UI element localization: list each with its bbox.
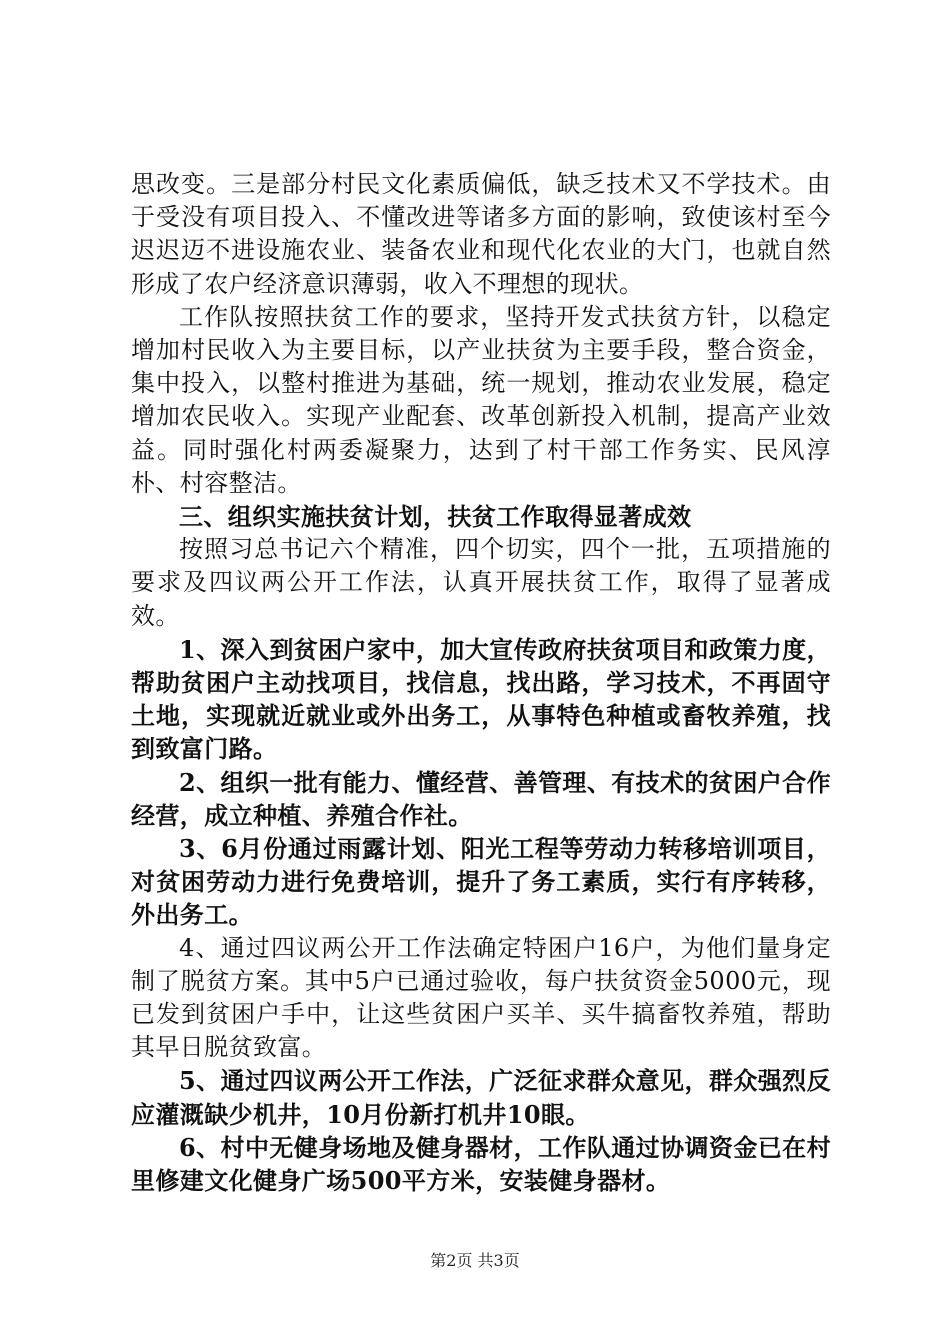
paragraph-continuation: 思改变。三是部分村民文化素质偏低，缺乏技术又不学技术。由于受没有项目投入、不懂改进等诸多方面的影响，致使该村至今迟迟迈不进设施农业、装备农业和现代化农业的大门，也就自然形成了农户经济意识薄弱，收入不理想的现状。	[131, 170, 831, 298]
paragraph-intro: 按照习总书记六个精准，四个切实，四个一批，五项措施的要求及四议两公开工作法，认真开展扶贫工作，取得了显著成效。	[131, 535, 831, 630]
section-heading: 三、组织实施扶贫计划，扶贫工作取得显著成效	[179, 502, 692, 532]
list-item-6: 6、村中无健身场地及健身器材，工作队通过协调资金已在村里修建文化健身广场500平方米，安装健身器材。	[131, 1132, 831, 1196]
list-item-4: 4、通过四议两公开工作法确定特困户16户，为他们量身定制了脱贫方案。其中5户已通过验收，每户扶贫资金5000元，现已发到贫困户手中，让这些贫困户买羊、买牛搞畜牧养殖，帮助其早日脱贫致富。	[131, 933, 831, 1062]
page-footer: 第2页 共3页	[430, 1251, 520, 1270]
paragraph-work-team: 工作队按照扶贫工作的要求，坚持开发式扶贫方针，以稳定增加村民收入为主要目标，以产业扶贫为主要手段，整合资金，集中投入，以整村推进为基础，统一规划，推动农业发展，稳定增加农民收入。实现产业配套、改革创新投入机制，提高产业效益。同时强化村两委凝聚力，达到了村干部工作务实、民风淳朴、村容整洁。	[131, 302, 831, 497]
document-body	[131, 168, 831, 1197]
list-item-5: 5、通过四议两公开工作法，广泛征求群众意见，群众强烈反应灌溉缺少机井，10月份新打机井10眼。	[131, 1066, 831, 1129]
list-item-2: 2、组织一批有能力、懂经营、善管理、有技术的贫困户合作经营，成立种植、养殖合作社。	[131, 767, 831, 830]
list-item-1: 1、深入到贫困户家中，加大宣传政府扶贫项目和政策力度，帮助贫困户主动找项目，找信息，找出路，学习技术，不再固守土地，实现就近就业或外出务工，从事特色种植或畜牧养殖，找到致富门路。	[131, 634, 831, 764]
list-item-3: 3、6月份通过雨露计划、阳光工程等劳动力转移培训项目，对贫困劳动力进行免费培训，提升了务工素质，实行有序转移，外出务工。	[131, 834, 831, 930]
